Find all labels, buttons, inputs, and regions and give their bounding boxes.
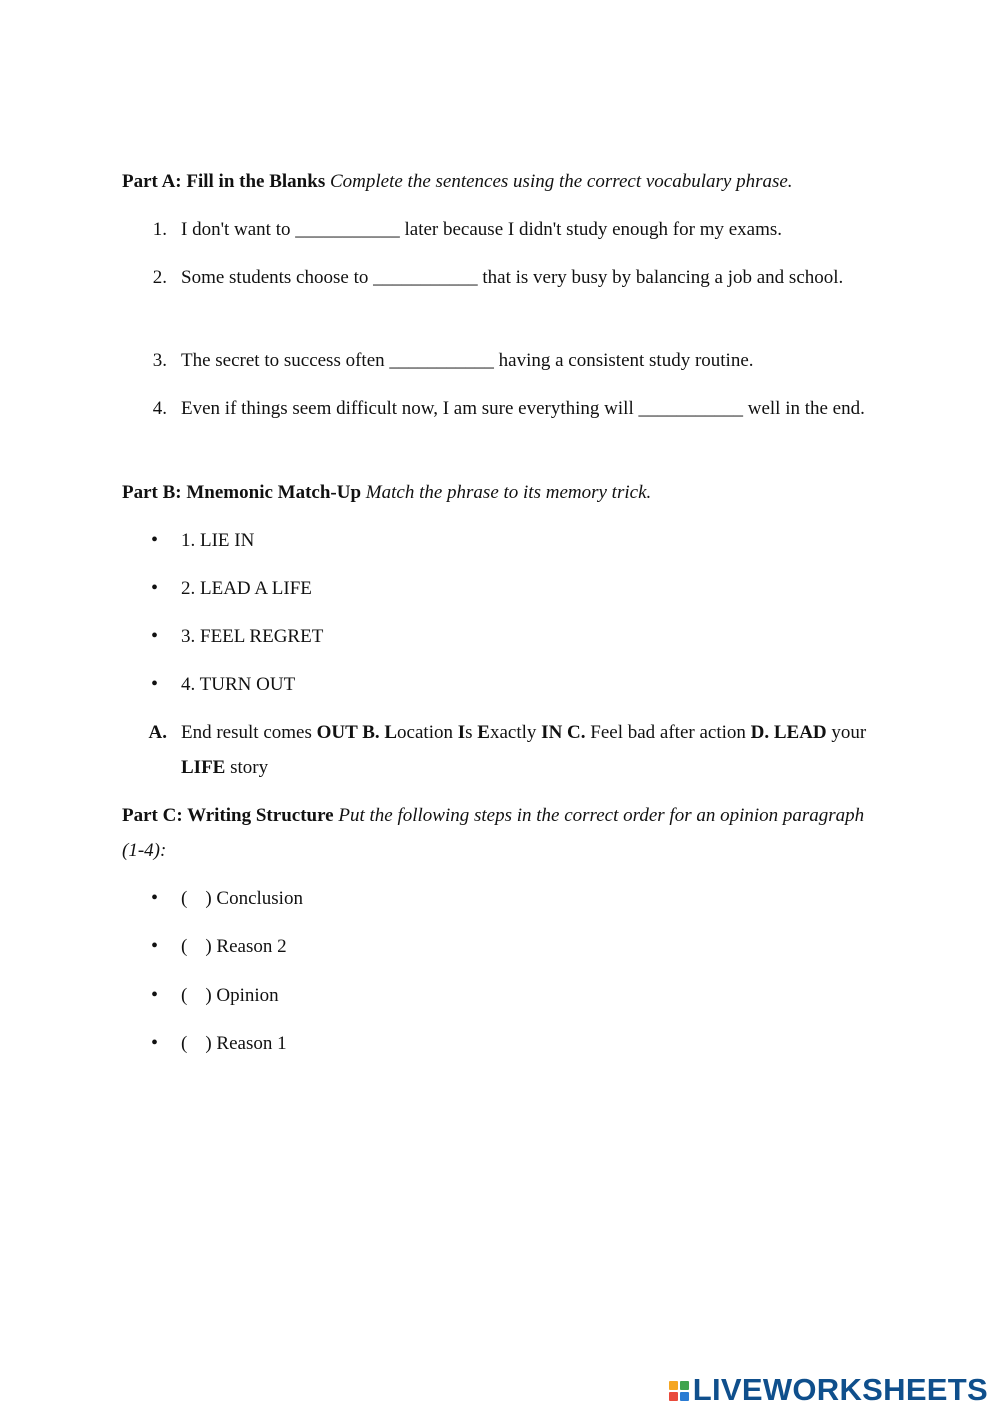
phrase-text: 3. FEEL REGRET xyxy=(181,626,324,647)
item-number: 3. xyxy=(152,350,167,371)
trick-segment: xactly xyxy=(489,722,542,743)
phrase-list-item xyxy=(122,523,882,558)
part-c-title: Part C: Writing Structure xyxy=(122,805,334,826)
logo-icon xyxy=(669,1381,689,1401)
sentence-end: later because I didn't study enough for my exams. xyxy=(399,219,783,240)
order-step-item xyxy=(122,978,882,1013)
sentence-start: Even if things seem difficult now, I am sure everything will xyxy=(181,398,639,419)
item-sentence xyxy=(181,212,882,247)
phrase-list-item xyxy=(122,667,882,702)
part-b-instruction: Match the phrase to its memory trick. xyxy=(365,482,652,503)
trick-segment: Feel bad after action xyxy=(585,722,751,743)
part-b-heading xyxy=(122,475,882,510)
fill-blank-item xyxy=(122,391,882,426)
order-step-item xyxy=(122,1026,882,1061)
order-box-open[interactable]: ( xyxy=(181,888,188,909)
trick-segment-bold: E xyxy=(477,722,490,743)
phrase-list-item xyxy=(122,571,882,606)
memory-tricks-text xyxy=(181,715,882,785)
sentence-end: that is very busy by balancing a job and school. xyxy=(477,267,844,288)
bullet-icon: • xyxy=(150,887,158,909)
phrase-list-item xyxy=(122,619,882,654)
item-sentence xyxy=(181,343,882,378)
step-label: Opinion xyxy=(216,985,279,1006)
phrase-text: 4. TURN OUT xyxy=(181,674,296,695)
trick-segment: ocation xyxy=(397,722,458,743)
bullet-icon: • xyxy=(150,1032,158,1054)
order-step-text xyxy=(181,978,882,1013)
part-c-heading xyxy=(122,798,882,868)
phrase-text: 2. LEAD A LIFE xyxy=(181,578,312,599)
order-step-text xyxy=(181,929,882,964)
liveworksheets-logo[interactable] xyxy=(669,1372,988,1408)
trick-segment: story xyxy=(225,757,269,778)
part-a-title: Part A: Fill in the Blanks xyxy=(122,171,326,192)
order-box-open[interactable]: ( xyxy=(181,1033,188,1054)
part-a-heading xyxy=(122,164,882,199)
bullet-icon: • xyxy=(150,625,158,647)
step-label: Conclusion xyxy=(216,888,303,909)
order-box-close[interactable]: ) xyxy=(205,1033,212,1054)
memory-tricks-item xyxy=(122,715,882,785)
order-box-open[interactable]: ( xyxy=(181,985,188,1006)
part-c-instruction: Put the following steps in the correct order for an opinion paragraph (1-4): xyxy=(122,805,865,861)
order-box-open[interactable]: ( xyxy=(181,936,188,957)
tricks-marker: A. xyxy=(148,722,167,743)
sentence-end: having a consistent study routine. xyxy=(493,350,754,371)
part-a-instruction: Complete the sentences using the correct vocabulary phrase. xyxy=(329,171,793,192)
item-number: 4. xyxy=(152,398,167,419)
fill-blank-item xyxy=(122,212,882,247)
order-box-close[interactable]: ) xyxy=(205,888,212,909)
logo-text: LIVEWORKSHEETS xyxy=(692,1372,988,1407)
part-b-title: Part B: Mnemonic Match-Up xyxy=(122,482,362,503)
fill-blank-item xyxy=(122,260,882,295)
trick-segment-bold: OUT B. L xyxy=(316,722,398,743)
order-step-item xyxy=(122,929,882,964)
item-sentence xyxy=(181,260,882,295)
bullet-icon: • xyxy=(150,529,158,551)
bullet-icon: • xyxy=(150,935,158,957)
trick-segment: s xyxy=(465,722,478,743)
blank-field[interactable]: ___________ xyxy=(638,398,743,419)
logo-icon-square xyxy=(669,1392,678,1401)
trick-segment-bold: IN C. xyxy=(541,722,586,743)
order-box-close[interactable]: ) xyxy=(205,985,212,1006)
blank-field[interactable]: ___________ xyxy=(389,350,494,371)
item-sentence xyxy=(181,391,882,426)
phrase-text: 1. LIE IN xyxy=(181,530,255,551)
blank-field[interactable]: ___________ xyxy=(295,219,400,240)
order-box-close[interactable]: ) xyxy=(205,936,212,957)
step-label: Reason 1 xyxy=(216,1033,287,1054)
bullet-icon: • xyxy=(150,577,158,599)
logo-icon-square xyxy=(669,1381,678,1390)
order-step-text xyxy=(181,1026,882,1061)
fill-blank-item xyxy=(122,343,882,378)
trick-segment-bold: LIFE xyxy=(181,757,226,778)
logo-icon-square xyxy=(680,1392,689,1401)
trick-segment: End result comes xyxy=(181,722,317,743)
item-number: 1. xyxy=(152,219,167,240)
trick-segment: your xyxy=(826,722,867,743)
bullet-icon: • xyxy=(150,673,158,695)
trick-segment-bold: D. LEAD xyxy=(750,722,827,743)
sentence-start: Some students choose to xyxy=(181,267,374,288)
blank-field[interactable]: ___________ xyxy=(373,267,478,288)
step-label: Reason 2 xyxy=(216,936,287,957)
sentence-end: well in the end. xyxy=(742,398,865,419)
order-step-item xyxy=(122,881,882,916)
logo-icon-square xyxy=(680,1381,689,1390)
sentence-start: The secret to success often xyxy=(181,350,390,371)
item-number: 2. xyxy=(152,267,167,288)
trick-segment-bold: I xyxy=(457,722,466,743)
sentence-start: I don't want to xyxy=(181,219,296,240)
bullet-icon: • xyxy=(150,984,158,1006)
order-step-text xyxy=(181,881,882,916)
